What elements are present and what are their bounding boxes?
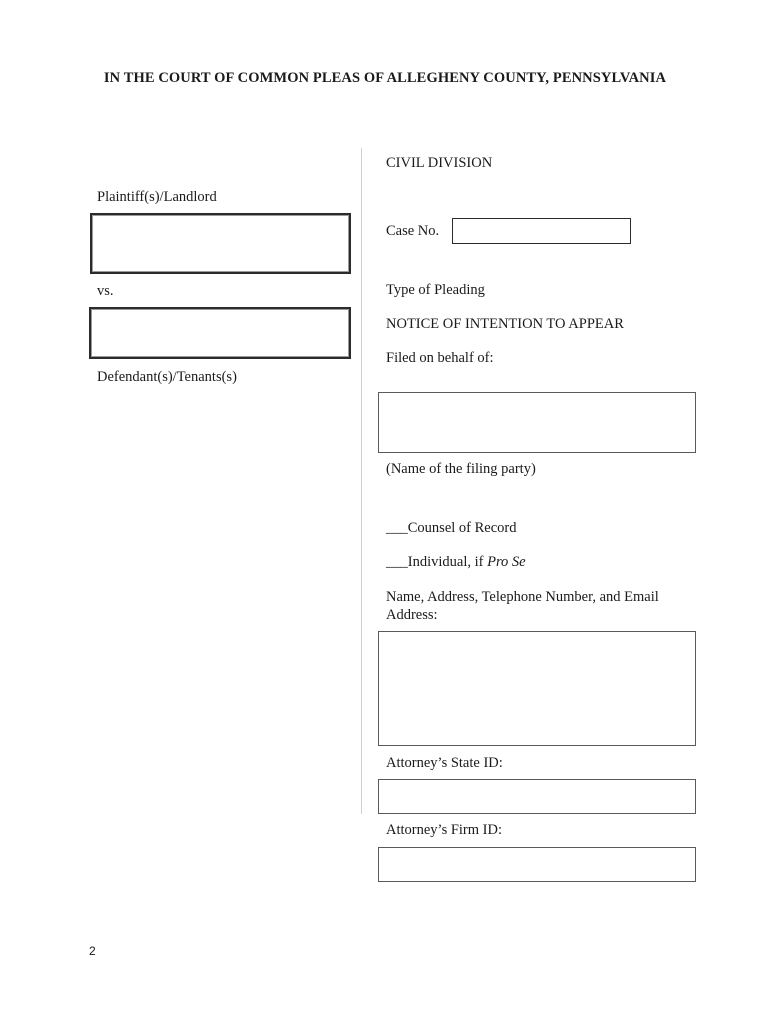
contact-info-field[interactable]	[378, 631, 696, 746]
individual-blank[interactable]: ___	[386, 554, 408, 570]
counsel-of-record-blank[interactable]: ___	[386, 520, 408, 536]
filed-on-behalf-label: Filed on behalf of:	[386, 350, 494, 366]
state-id-field[interactable]	[378, 779, 696, 814]
civil-division-label: CIVIL DIVISION	[386, 155, 493, 171]
filing-party-caption: (Name of the filing party)	[386, 461, 536, 477]
individual-pro-se-option[interactable]	[386, 554, 526, 571]
case-no-label: Case No.	[386, 223, 440, 239]
column-divider	[361, 148, 362, 814]
vs-label: vs.	[97, 283, 114, 299]
pleading-type-label: Type of Pleading	[386, 282, 485, 298]
pro-se-label: Pro Se	[487, 554, 526, 570]
plaintiff-label: Plaintiff(s)/Landlord	[97, 189, 217, 205]
page-number: 2	[89, 944, 96, 958]
counsel-of-record-label: Counsel of Record	[407, 520, 517, 536]
defendant-label: Defendant(s)/Tenants(s)	[97, 369, 237, 385]
firm-id-field[interactable]	[378, 847, 696, 882]
plaintiff-field[interactable]	[90, 213, 351, 274]
individual-label: Individual, if	[407, 554, 488, 570]
pleading-type-value: NOTICE OF INTENTION TO APPEAR	[386, 316, 624, 332]
firm-id-label: Attorney’s Firm ID:	[386, 822, 502, 838]
court-title: IN THE COURT OF COMMON PLEAS OF ALLEGHENY COUNTY, PENNSYLVANIA	[103, 70, 667, 86]
case-no-field[interactable]	[452, 218, 631, 244]
counsel-of-record-option[interactable]	[386, 520, 516, 537]
state-id-label: Attorney’s State ID:	[386, 755, 503, 771]
filing-party-field[interactable]	[378, 392, 696, 453]
contact-info-label-line1: Name, Address, Telephone Number, and Email	[386, 589, 659, 605]
defendant-field[interactable]	[89, 307, 351, 359]
contact-info-label-line2: Address:	[386, 607, 438, 623]
